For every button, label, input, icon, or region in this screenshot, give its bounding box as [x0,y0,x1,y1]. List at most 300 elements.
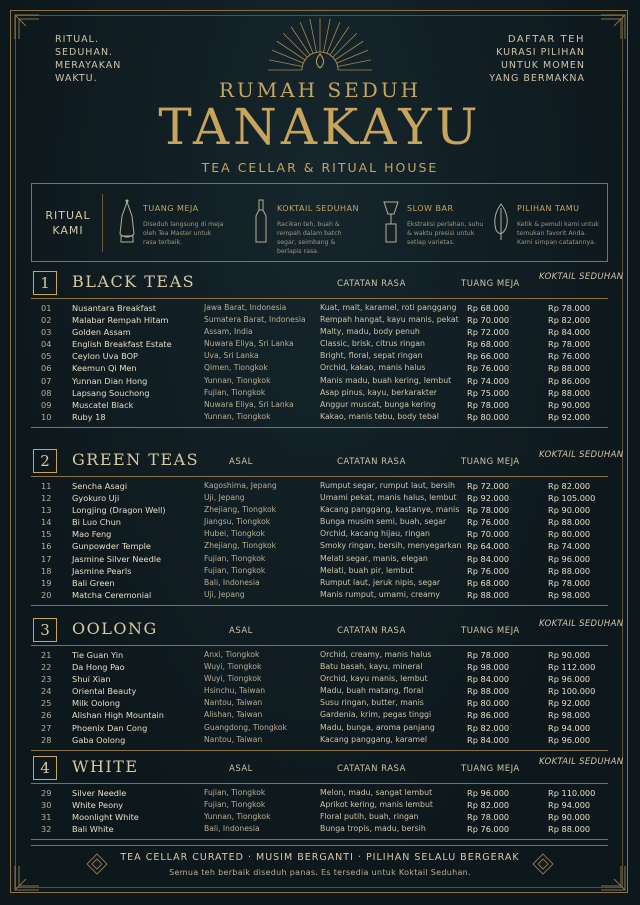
item-origin: Qimen, Tiongkok [204,363,268,373]
price-koktail: Rp 88.000 [548,565,591,576]
item-origin: Fujian, Tiongkok [204,800,266,810]
item-number: 11 [41,481,52,491]
item-notes: Batu basah, kayu, mineral [320,662,423,672]
ritual-item-tuang-meja [116,194,236,252]
tagline-line: YANG BERMAKNA [489,73,585,84]
item-number: 25 [41,698,52,709]
divider [31,845,608,846]
price-tuang-meja: Rp 75.000 [467,387,510,398]
item-number: 06 [41,363,52,374]
price-koktail: Rp 78.000 [548,577,591,588]
item-name: Ruby 18 [72,411,106,422]
item-name: Shui Xian [72,674,111,685]
column-header-notes: CATATAN RASA [337,626,406,636]
item-number: 21 [41,650,52,660]
section-header [31,271,624,299]
item-name: Nusantara Breakfast [72,303,156,313]
table-row [31,649,608,661]
price-tuang-meja: Rp 78.000 [467,650,510,660]
divider [31,427,608,428]
ritual-item-title: KOKTAIL SEDUHAN [277,204,359,213]
item-origin: Hubei, Tiongkok [204,529,265,539]
tagline-line: SEDUHAN. [55,47,114,58]
item-notes: Floral putih, buah, ringan [320,812,419,822]
column-header-koktail: KOKTAIL SEDUHAN [539,757,624,767]
column-header-origin: ASAL [229,626,253,636]
section-title: BLACK TEAS [72,272,196,291]
item-origin: Bali, Indonesia [204,824,260,834]
item-origin: Sumatera Barat, Indonesia [204,315,306,325]
price-koktail: Rp 88.000 [548,824,591,835]
table-row [31,362,608,374]
corner-ornament-icon [14,14,40,40]
item-name: Keemun Qi Men [72,363,137,374]
item-origin: Kagoshima, Jepang [204,481,277,490]
item-origin: Jawa Barat, Indonesia [204,303,287,312]
divider [31,298,608,299]
item-notes: Melati segar, manis, elegan [320,553,428,563]
price-tuang-meja: Rp 66.000 [467,351,510,362]
item-number: 10 [41,411,52,422]
item-number: 05 [41,351,52,362]
price-koktail: Rp 90.000 [548,812,591,823]
item-number: 28 [41,734,52,745]
item-number: 04 [41,339,52,350]
item-number: 15 [41,529,52,540]
price-koktail: Rp 94.000 [548,722,591,733]
item-number: 07 [41,375,52,386]
price-tuang-meja: Rp 70.000 [467,315,510,326]
price-tuang-meja: Rp 78.000 [467,812,510,823]
item-number: 20 [41,589,52,600]
item-origin: Yunnan, Tiongkok [204,411,271,421]
table-row [31,504,608,516]
price-koktail: Rp 76.000 [548,351,591,362]
item-origin: Hsinchu, Taiwan [204,686,266,696]
tagline-line: DAFTAR TEH [507,34,585,45]
item-name: Phoenix Dan Cong [72,722,148,733]
tagline-line: RITUAL. [55,34,99,45]
column-header-tuang-meja: TUANG MEJA [461,764,520,774]
table-row [31,399,608,411]
table-row [31,375,608,387]
price-koktail: Rp 88.000 [548,517,591,528]
price-tuang-meja: Rp 92.000 [467,493,510,504]
section-title: OOLONG [72,619,158,638]
price-tuang-meja: Rp 82.000 [467,722,510,733]
item-name: Tie Guan Yin [72,650,124,660]
item-notes: Aprikot kering, manis lembut [320,800,433,810]
item-name: Bali White [72,824,114,835]
item-number: 08 [41,387,52,398]
table-row [31,697,608,709]
ritual-item-koktail-seduhan [250,194,380,255]
item-notes: Kacang panggang, karamel [320,734,428,744]
item-notes: Asap pinus, kayu, berkarakter [320,387,437,397]
item-origin: Nantou, Taiwan [204,698,263,708]
item-notes: Melati, buah pir, lembut [320,565,414,575]
price-tuang-meja: Rp 78.000 [467,399,510,410]
item-name: Golden Assam [72,327,131,338]
tea-list [31,302,608,423]
table-row [31,787,608,799]
item-origin: Jiangsu, Tiongkok [204,517,271,527]
tagline-line: MERAYAKAN [55,60,122,71]
item-origin: Alishan, Taiwan [204,710,263,720]
item-notes: Rumput segar, rumput laut, bersih [320,481,455,490]
table-row [31,528,608,540]
price-koktail: Rp 105.000 [548,493,596,504]
item-name: Mao Feng [72,529,112,540]
bottle-icon [250,198,272,246]
item-notes: Bunga tropis, madu, bersih [320,824,426,834]
price-tuang-meja: Rp 80.000 [467,698,510,709]
table-row [31,685,608,697]
table-row [31,350,608,362]
price-koktail: Rp 110.000 [548,788,596,798]
price-koktail: Rp 100.000 [548,686,596,697]
item-origin: Assam, India [204,327,253,337]
ritual-title-line: RITUAL [45,209,91,222]
price-tuang-meja: Rp 88.000 [467,686,510,697]
price-tuang-meja: Rp 74.000 [467,375,510,386]
item-notes: Kuat, malt, karamel, roti panggang [320,303,457,312]
item-number: 12 [41,493,52,504]
tea-list [31,787,608,835]
section-number: 3 [33,618,57,642]
sunburst-icon [250,14,390,74]
item-notes: Rempah hangat, kayu manis, pekat [320,315,459,325]
item-origin: Guangdong, Tiongkok [204,722,287,732]
item-name: Matcha Ceremonial [72,589,152,600]
item-notes: Melon, madu, sangat lembut [320,788,433,797]
price-tuang-meja: Rp 82.000 [467,800,510,811]
item-origin: Fujian, Tiongkok [204,565,266,575]
ritual-item-desc: Ekstraksi perlahan, suhu & waktu presisi untuk setiap varietas. [407,221,484,246]
item-origin: Nuwara Eliya, Sri Lanka [204,399,294,409]
column-header-origin: ASAL [229,764,253,774]
tea-list [31,649,608,746]
item-number: 18 [41,565,52,576]
column-header-koktail: KOKTAIL SEDUHAN [539,450,624,460]
table-row [31,709,608,721]
brand-title: TANAKAYU [158,98,482,156]
item-name: Da Hong Pao [72,662,125,673]
item-notes: Susu ringan, butter, manis [320,698,424,708]
item-notes: Umami pekat, manis halus, lembut [320,493,457,503]
section-title: WHITE [72,757,139,776]
table-row [31,553,608,565]
item-notes: Gardenia, krim, pegas tinggi [320,710,432,720]
item-number: 26 [41,710,52,721]
price-tuang-meja: Rp 88.000 [467,589,510,600]
item-number: 31 [41,812,52,823]
price-tuang-meja: Rp 86.000 [467,710,510,721]
ritual-item-desc: Diseduh langsung di meja oleh Tea Master untuk rasa terbaik. [143,221,224,246]
price-koktail: Rp 88.000 [548,387,591,398]
item-notes: Madu, buah matang, floral [320,686,424,696]
table-row [31,314,608,326]
item-notes: Rumput laut, jeruk nipis, segar [320,577,441,587]
item-notes: Anggur muscat, bunga kering [320,399,436,409]
section-number: 4 [33,756,57,780]
ritual-item-desc: Ketik & pemuli kami untuk temukan favorit Anda. Kami simpan catatannya. [517,221,599,246]
table-row [31,480,608,492]
price-tuang-meja: Rp 68.000 [467,303,510,313]
divider [31,839,608,840]
item-notes: Kacang panggang, kastanye, manis [320,505,460,515]
item-notes: Orchid, kayu manis, lembut [320,674,428,684]
column-header-notes: CATATAN RASA [337,764,406,774]
price-koktail: Rp 90.000 [548,650,591,660]
item-origin: Wuyi, Tiongkok [204,662,262,672]
column-header-notes: CATATAN RASA [337,279,406,289]
item-notes: Kakao, manis tebu, body tebal [320,411,439,421]
corner-ornament-icon [600,14,626,40]
price-koktail: Rp 94.000 [548,800,591,811]
item-origin: Yunnan, Tiongkok [204,375,271,385]
table-row [31,326,608,338]
column-header-origin: ASAL [229,457,253,467]
item-number: 23 [41,674,52,685]
item-name: Moonlight White [72,812,139,823]
price-tuang-meja: Rp 76.000 [467,517,510,528]
item-name: Jasmine Pearls [72,565,132,576]
table-row [31,811,608,823]
item-number: 24 [41,686,52,697]
column-header-notes: CATATAN RASA [337,457,406,467]
item-origin: Nuwara Eliya, Sri Lanka [204,339,294,349]
price-koktail: Rp 80.000 [548,529,591,540]
price-koktail: Rp 96.000 [548,734,591,745]
item-origin: Bali, Indonesia [204,577,260,587]
column-header-tuang-meja: TUANG MEJA [461,626,520,636]
item-notes: Orchid, kakao, manis halus [320,363,426,373]
price-tuang-meja: Rp 84.000 [467,674,510,685]
item-notes: Orchid, creamy, manis halus [320,650,432,659]
brand-subtitle: RUMAH SEDUH [218,78,422,102]
price-tuang-meja: Rp 76.000 [467,824,510,835]
item-name: Sencha Asagi [72,481,128,491]
price-tuang-meja: Rp 76.000 [467,565,510,576]
item-name: Gunpowder Temple [72,541,151,552]
item-name: Bi Luo Chun [72,517,121,528]
item-notes: Orchid, kacang hijau, ringan [320,529,430,539]
item-name: White Peony [72,800,124,811]
item-origin: Zhejiang, Tiongkok [204,505,276,515]
item-origin: Nantou, Taiwan [204,734,263,744]
item-number: 13 [41,505,52,516]
price-tuang-meja: Rp 76.000 [467,363,510,374]
item-name: Malabar Rempah Hitam [72,315,169,326]
divider [31,645,608,646]
teapot-icon [116,198,138,246]
item-name: Oriental Beauty [72,686,137,697]
item-number: 02 [41,315,52,326]
section-title: GREEN TEAS [72,450,200,469]
item-number: 03 [41,327,52,338]
footer-tagline: TEA CELLAR CURATED · MUSIM BERGANTI · PILIHAN SELALU BERGERAK [120,852,520,863]
table-row [31,799,608,811]
item-number: 17 [41,553,52,564]
price-tuang-meja: Rp 64.000 [467,541,510,552]
section-header [31,449,624,477]
item-number: 19 [41,577,52,588]
ritual-item-title: PILIHAN TAMU [517,204,580,213]
price-tuang-meja: Rp 80.000 [467,411,510,422]
item-origin: Zhejiang, Tiongkok [204,541,276,551]
item-number: 09 [41,399,52,410]
divider [102,194,103,252]
tagline-line: UNTUK MOMEN [500,60,585,71]
price-koktail: Rp 82.000 [548,481,591,491]
item-name: Bali Green [72,577,115,588]
item-origin: Fujian, Tiongkok [204,387,266,397]
table-row [31,661,608,673]
price-koktail: Rp 88.000 [548,363,591,374]
price-koktail: Rp 96.000 [548,553,591,564]
item-origin: Fujian, Tiongkok [204,553,266,563]
table-row [31,540,608,552]
price-koktail: Rp 86.000 [548,375,591,386]
ritual-title-line: KAMI [52,224,84,237]
table-row [31,411,608,423]
price-koktail: Rp 98.000 [548,710,591,721]
price-tuang-meja: Rp 78.000 [467,505,510,516]
ritual-item-slow-bar [380,194,500,252]
price-tuang-meja: Rp 84.000 [467,553,510,564]
ritual-item-desc: Racikan teh, buah & rempah dalam batch segar, seimbang & berlapis rasa. [277,221,342,255]
price-koktail: Rp 74.000 [548,541,591,552]
item-number: 22 [41,662,52,673]
price-koktail: Rp 112.000 [548,662,596,673]
table-row [31,302,608,314]
price-koktail: Rp 98.000 [548,589,591,600]
price-tuang-meja: Rp 70.000 [467,529,510,540]
ritual-item-title: TUANG MEJA [143,204,199,213]
table-row [31,577,608,589]
item-name: English Breakfast Estate [72,339,172,350]
footer-note: Semua teh berbaik diseduh panas. Es tersedia untuk Koktail Seduhan. [169,868,471,877]
table-row [31,673,608,685]
item-notes: Bright, floral, sepat ringan [320,351,423,361]
item-origin: Yunnan, Tiongkok [204,812,271,822]
ritual-title [42,208,94,238]
price-koktail: Rp 82.000 [548,315,591,326]
item-notes: Malty, madu, body penuh [320,327,420,337]
price-tuang-meja: Rp 96.000 [467,788,510,798]
slow-bar-icon [380,198,402,246]
price-tuang-meja: Rp 68.000 [467,339,510,350]
item-origin: Uva, Sri Lanka [204,351,259,361]
item-origin: Uji, Jepang [204,589,245,599]
item-number: 32 [41,824,52,835]
item-notes: Bunga musim semi, buah, segar [320,517,447,527]
item-name: Gaba Oolong [72,734,126,745]
item-name: Lapsang Souchong [72,387,150,398]
price-koktail: Rp 92.000 [548,698,591,709]
price-koktail: Rp 78.000 [548,339,591,350]
column-header-koktail: KOKTAIL SEDUHAN [539,619,624,629]
item-name: Alishan High Mountain [72,710,164,721]
item-origin: Uji, Jepang [204,493,245,503]
ritual-panel [31,183,608,262]
table-row [31,516,608,528]
item-number: 30 [41,800,52,811]
price-koktail: Rp 96.000 [548,674,591,685]
ritual-item-pilihan-tamu [490,194,605,252]
price-tuang-meja: Rp 84.000 [467,734,510,745]
price-tuang-meja: Rp 98.000 [467,662,510,673]
price-koktail: Rp 90.000 [548,399,591,410]
tagline-line: WAKTU. [55,73,98,84]
item-notes: Manis rumput, umami, creamy [320,589,440,599]
price-tuang-meja: Rp 72.000 [467,327,510,338]
divider [31,783,608,784]
item-name: Longjing (Dragon Well) [72,505,166,516]
section-header [31,618,624,646]
tagline-line: KURASI PILIHAN [496,47,585,58]
item-number: 14 [41,517,52,528]
table-row [31,387,608,399]
section-number: 1 [33,271,57,295]
table-row [31,722,608,734]
table-row [31,734,608,746]
price-koktail: Rp 92.000 [548,411,591,422]
table-row [31,823,608,835]
divider [31,476,608,477]
item-number: 01 [41,303,52,313]
ritual-item-title: SLOW BAR [407,204,454,213]
price-koktail: Rp 84.000 [548,327,591,338]
section-number: 2 [33,449,57,473]
table-row [31,589,608,601]
item-origin: Wuyi, Tiongkok [204,674,262,684]
table-row [31,565,608,577]
item-number: 29 [41,788,52,798]
item-name: Silver Needle [72,788,127,798]
table-row [31,338,608,350]
item-notes: Madu, bunga, aroma panjang [320,722,435,732]
item-notes: Manis madu, buah kering, lembut [320,375,452,385]
item-number: 27 [41,722,52,733]
item-name: Milk Oolong [72,698,121,709]
item-name: Gyokuro Uji [72,493,120,504]
item-notes: Smoky ringan, bersih, menyegarkan [320,541,462,551]
column-header-tuang-meja: TUANG MEJA [461,457,520,467]
brand-tagline: TEA CELLAR & RITUAL HOUSE [201,160,439,175]
price-koktail: Rp 78.000 [548,303,591,313]
column-header-tuang-meja: TUANG MEJA [461,279,520,289]
divider [31,605,608,606]
item-number: 16 [41,541,52,552]
price-tuang-meja: Rp 72.000 [467,481,510,491]
item-name: Muscatel Black [72,399,134,410]
price-tuang-meja: Rp 68.000 [467,577,510,588]
section-header [31,756,624,784]
leaf-icon [490,198,512,246]
item-origin: Fujian, Tiongkok [204,788,266,797]
item-name: Jasmine Silver Needle [72,553,162,564]
column-header-koktail: KOKTAIL SEDUHAN [539,272,624,282]
item-origin: Anxi, Tiongkok [204,650,260,659]
table-row [31,492,608,504]
price-koktail: Rp 90.000 [548,505,591,516]
tea-list [31,480,608,601]
divider [31,750,608,751]
item-notes: Classic, brisk, citrus ringan [320,339,425,349]
item-name: Yunnan Dian Hong [72,375,148,386]
